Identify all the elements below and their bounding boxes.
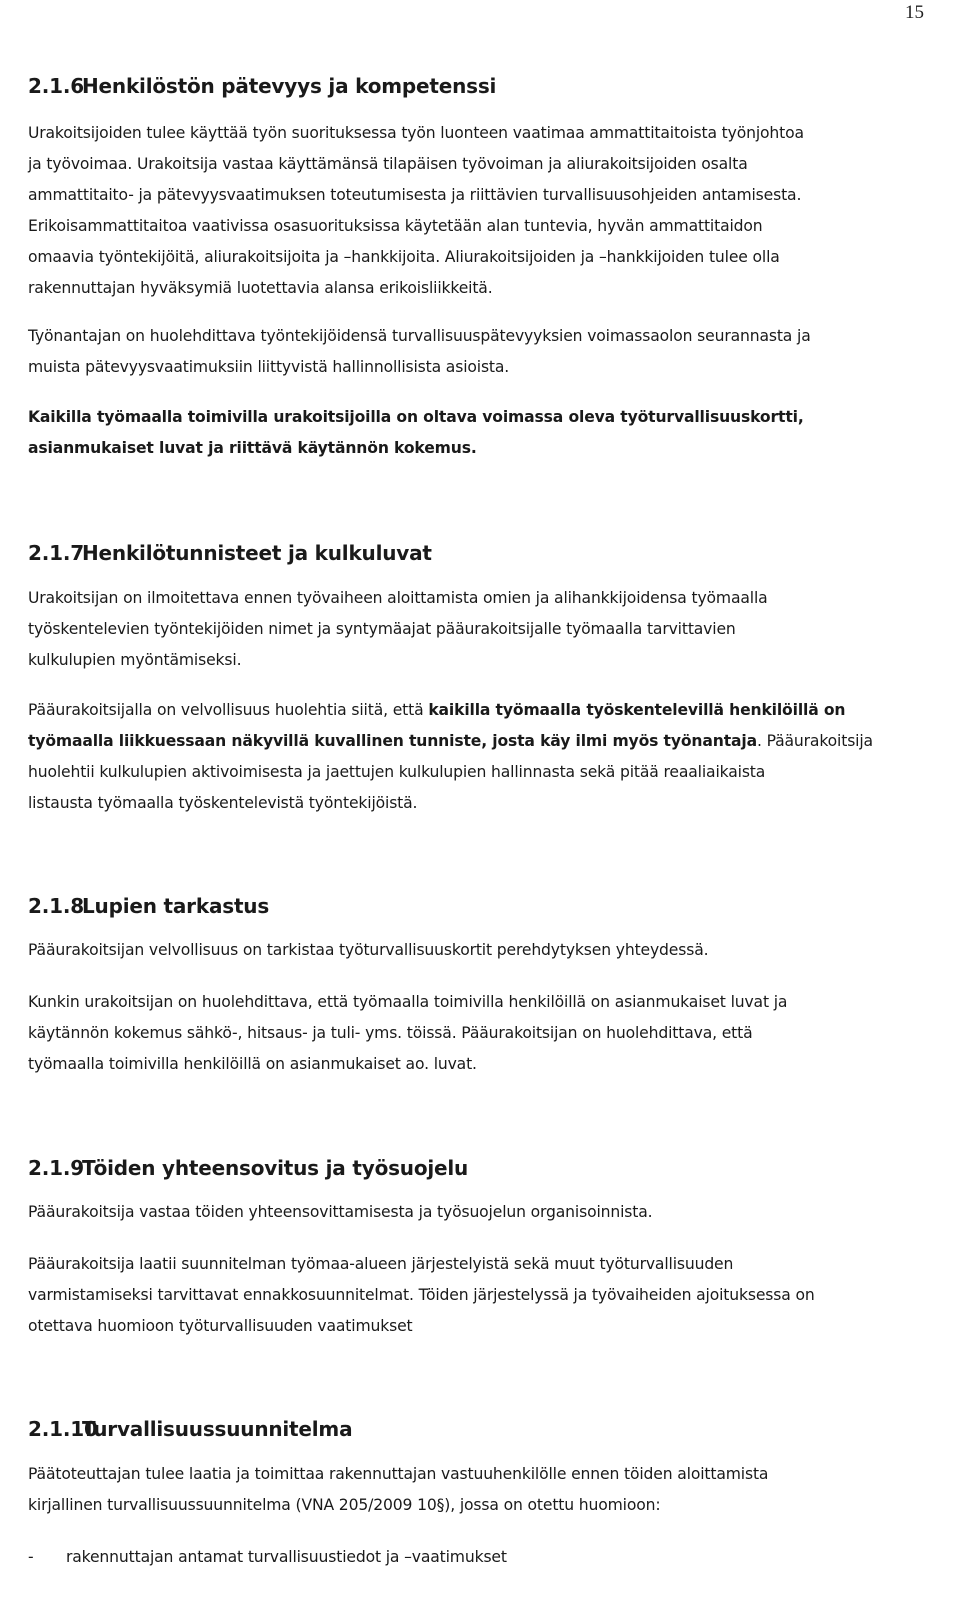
paragraph bbox=[28, 1249, 938, 1342]
text-line: rakennuttajan hyväksymiä luotettavia alansa erikoisliikkeitä. bbox=[28, 279, 493, 297]
text-run: . Pääurakoitsija bbox=[756, 732, 873, 750]
section-title: Lupien tarkastus bbox=[82, 894, 270, 918]
bold-run: työmaalla liikkuessaan näkyvillä kuvallinen tunniste, josta käy ilmi myös työnantaja bbox=[28, 732, 757, 750]
bold-paragraph bbox=[28, 402, 938, 464]
text-line: työskentelevien työntekijöiden nimet ja syntymäajat pääurakoitsijalle työmaalla tarvittavien bbox=[28, 620, 736, 638]
text-line: käytännön kokemus sähkö-, hitsaus- ja tuli- yms. töissä. Pääurakoitsijan on huolehdittava, että bbox=[28, 1024, 753, 1042]
bullet-list bbox=[28, 1542, 938, 1573]
paragraph bbox=[28, 695, 938, 819]
section-heading-2-1-9 bbox=[28, 1156, 468, 1180]
text-line: Erikoisammattitaitoa vaativissa osasuorituksissa käytetään alan tuntevia, hyvän ammattitaidon bbox=[28, 217, 763, 235]
text-line: kulkulupien myöntämiseksi. bbox=[28, 651, 242, 669]
text-line: Työnantajan on huolehdittava työntekijöidensä turvallisuuspätevyyksien voimassaolon seurannasta ja bbox=[28, 327, 811, 345]
text-line bbox=[28, 695, 938, 726]
section-title: Henkilöstön pätevyys ja kompetenssi bbox=[82, 74, 497, 98]
text-line: listausta työmaalla työskentelevistä työntekijöistä. bbox=[28, 794, 418, 812]
section-heading-2-1-8 bbox=[28, 894, 269, 918]
text-line: Pääurakoitsija laatii suunnitelman työmaa-alueen järjestelyistä sekä muut työturvallisuuden bbox=[28, 1255, 734, 1273]
bold-run: kaikilla työmaalla työskentelevillä henkilöillä on bbox=[428, 701, 846, 719]
page-number: 15 bbox=[905, 2, 924, 23]
text-line: Urakoitsijan on ilmoitettava ennen työvaiheen aloittamista omien ja alihankkijoidensa työmaalla bbox=[28, 589, 768, 607]
section-title: Töiden yhteensovitus ja työsuojelu bbox=[82, 1156, 469, 1180]
paragraph bbox=[28, 935, 938, 966]
section-title: Turvallisuussuunnitelma bbox=[82, 1417, 353, 1441]
section-heading-2-1-10 bbox=[28, 1417, 352, 1441]
text-run: Pääurakoitsijalla on velvollisuus huolehtia siitä, että bbox=[28, 701, 429, 719]
text-line: Pääurakoitsijan velvollisuus on tarkistaa työturvallisuuskortit perehdytyksen yhteydessä. bbox=[28, 941, 709, 959]
text-line: Päätoteuttajan tulee laatia ja toimittaa rakennuttajan vastuuhenkilölle ennen töiden aloittamista bbox=[28, 1465, 769, 1483]
text-line: kirjallinen turvallisuussuunnitelma (VNA 205/2009 10§), jossa on otettu huomioon: bbox=[28, 1496, 661, 1514]
text-line: omaavia työntekijöitä, aliurakoitsijoita ja –hankkijoita. Aliurakoitsijoiden ja –hankkijoiden tulee olla bbox=[28, 248, 780, 266]
text-line: otettava huomioon työturvallisuuden vaatimukset bbox=[28, 1317, 413, 1335]
text-line: ja työvoimaa. Urakoitsija vastaa käyttämänsä tilapäisen työvoiman ja aliurakoitsijoiden osalta bbox=[28, 155, 748, 173]
section-number: 2.1.6 bbox=[28, 74, 84, 98]
section-number: 2.1.7 bbox=[28, 541, 84, 565]
paragraph bbox=[28, 1197, 938, 1228]
text-line: Kunkin urakoitsijan on huolehdittava, että työmaalla toimivilla henkilöillä on asianmukaiset luvat ja bbox=[28, 993, 788, 1011]
text-line: muista pätevyysvaatimuksiin liittyvistä hallinnollisista asioista. bbox=[28, 358, 510, 376]
paragraph bbox=[28, 583, 938, 676]
paragraph bbox=[28, 321, 938, 383]
text-line: Kaikilla työmaalla toimivilla urakoitsijoilla on oltava voimassa oleva työturvallisuuskortti, bbox=[28, 408, 804, 426]
paragraph bbox=[28, 118, 938, 304]
paragraph bbox=[28, 987, 938, 1080]
section-number: 2.1.10 bbox=[28, 1417, 98, 1441]
section-number: 2.1.8 bbox=[28, 894, 84, 918]
text-line: ammattitaito- ja pätevyysvaatimuksen toteutumisesta ja riittävien turvallisuusohjeiden antamisesta. bbox=[28, 186, 802, 204]
text-line: Urakoitsijoiden tulee käyttää työn suorituksessa työn luonteen vaatimaa ammattitaitoista työnjohtoa bbox=[28, 124, 804, 142]
text-line: Pääurakoitsija vastaa töiden yhteensovittamisesta ja työsuojelun organisoinnista. bbox=[28, 1203, 653, 1221]
text-line: asianmukaiset luvat ja riittävä käytännön kokemus. bbox=[28, 439, 477, 457]
paragraph bbox=[28, 1459, 938, 1521]
text-line bbox=[28, 726, 938, 757]
bullet-dash: - bbox=[28, 1548, 34, 1566]
section-heading-2-1-6 bbox=[28, 74, 496, 98]
text-line: varmistamiseksi tarvittavat ennakkosuunnitelmat. Töiden järjestelyssä ja työvaiheiden ajoituksessa on bbox=[28, 1286, 815, 1304]
list-item bbox=[28, 1542, 938, 1573]
list-item-text: rakennuttajan antamat turvallisuustiedot ja –vaatimukset bbox=[66, 1548, 507, 1566]
section-title: Henkilötunnisteet ja kulkuluvat bbox=[82, 541, 432, 565]
text-line: työmaalla toimivilla henkilöillä on asianmukaiset ao. luvat. bbox=[28, 1055, 477, 1073]
section-number: 2.1.9 bbox=[28, 1156, 84, 1180]
section-heading-2-1-7 bbox=[28, 541, 432, 565]
text-line: huolehtii kulkulupien aktivoimisesta ja jaettujen kulkulupien hallinnasta sekä pitää reaaliaikaista bbox=[28, 763, 766, 781]
